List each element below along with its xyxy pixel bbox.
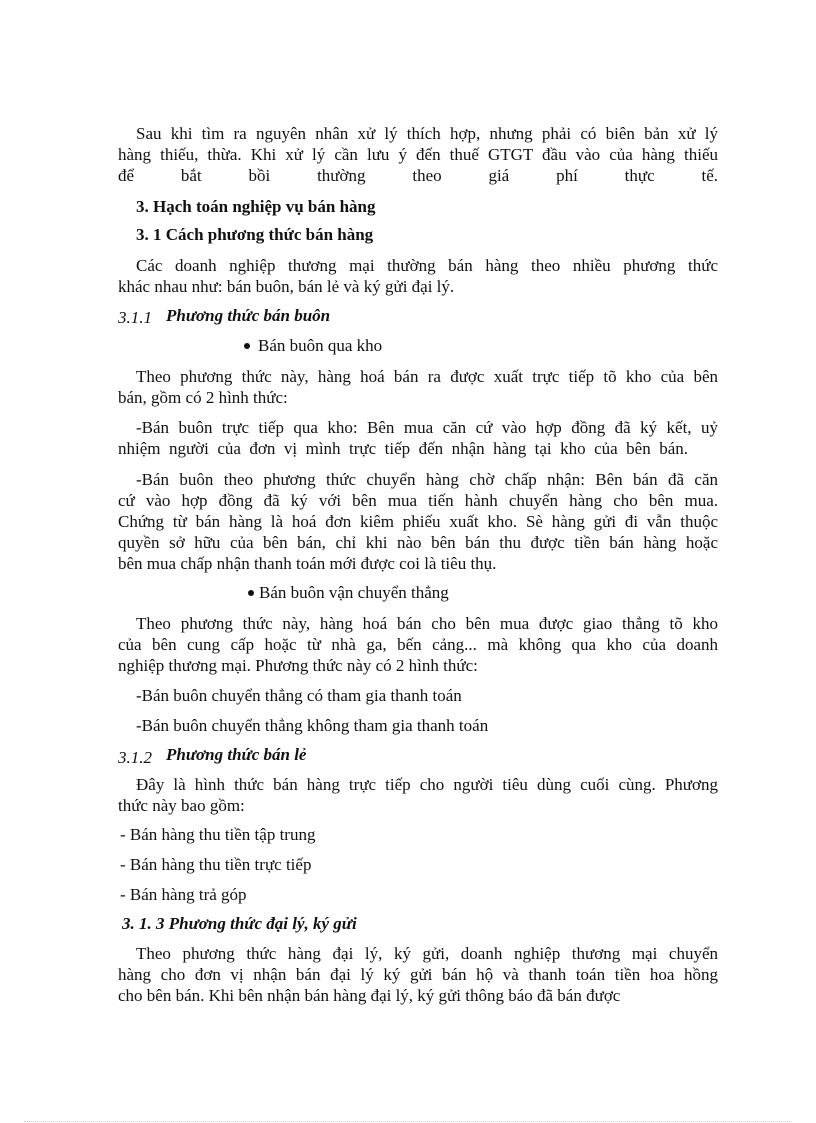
paragraph-line: cho bên bán. Khi bên nhận bán hàng đại lý, ký gửi thông báo đã bán được — [118, 986, 621, 1005]
paragraph-line: hàng thiếu, thừa. Khi xử lý cần lưu ý đến thuế GTGT đầu vào của hàng thiếu — [118, 145, 718, 164]
paragraph-line: thức này bao gồm: — [118, 796, 245, 815]
page-bottom-rule — [24, 1121, 792, 1122]
paragraph-line: -Bán buôn trực tiếp qua kho: Bên mua căn cứ vào hợp đồng đã ký kết, uỷ — [136, 418, 718, 437]
paragraph-line: Sau khi tìm ra nguyên nhân xử lý thích hợp, nhưng phải có biên bản xử lý — [136, 124, 718, 143]
paragraph-line: nghiệp thương mại. Phương thức này có 2 hình thức: — [118, 656, 478, 675]
list-item: -Bán buôn chuyển thẳng có tham gia thanh toán — [136, 686, 462, 705]
list-item: -Bán buôn chuyển thẳng không tham gia thanh toán — [136, 716, 489, 735]
paragraph-line: Theo phương thức hàng đại lý, ký gửi, doanh nghiệp thương mại chuyển — [136, 944, 718, 963]
subsection-heading: 3. 1 Cách phương thức bán hàng — [136, 225, 374, 244]
section-title: Phương thức bán buôn — [166, 306, 331, 325]
section-title: 3. 1. 3 Phương thức đại lý, ký gửi — [122, 914, 357, 933]
section-number: 3.1.1 — [118, 308, 152, 327]
paragraph-line: cứ vào hợp đồng đã ký với bên mua tiến hành chuyển hàng cho bên mua. — [118, 491, 718, 510]
list-item: - Bán hàng thu tiền tập trung — [120, 825, 316, 844]
paragraph-line: Theo phương thức này, hàng hoá bán cho bên mua được giao thẳng tõ kho — [136, 614, 718, 633]
list-item: - Bán hàng thu tiền trực tiếp — [120, 855, 312, 874]
list-item: - Bán hàng trả góp — [120, 885, 247, 904]
paragraph-line: -Bán buôn theo phương thức chuyển hàng chờ chấp nhận: Bên bán đã căn — [136, 470, 718, 489]
section-heading: 3. Hạch toán nghiệp vụ bán hàng — [136, 197, 376, 216]
paragraph-line: khác nhau như: bán buôn, bán lẻ và ký gửi đại lý. — [118, 277, 455, 296]
paragraph-line: Các doanh nghiệp thương mại thường bán hàng theo nhiều phương thức — [136, 256, 718, 275]
section-title: Phương thức bán lẻ — [166, 745, 307, 764]
paragraph-line: Đây là hình thức bán hàng trực tiếp cho người tiêu dùng cuối cùng. Phương — [136, 775, 718, 794]
paragraph-line: quyền sở hữu của bên bán, chỉ khi nào bên bán thu được tiền bán hàng hoặc — [118, 533, 718, 552]
bullet-item: Bán buôn vận chuyển thẳng — [259, 583, 449, 602]
bullet-icon — [244, 343, 250, 349]
section-number: 3.1.2 — [118, 748, 152, 767]
paragraph-line: bên mua chấp nhận thanh toán mới được coi là tiêu thụ. — [118, 554, 497, 573]
paragraph-line: Theo phương thức này, hàng hoá bán ra được xuất trực tiếp tõ kho của bên — [136, 367, 718, 386]
paragraph-line: của bên cung cấp hoặc từ nhà ga, bến cảng... mà không qua kho của doanh — [118, 635, 718, 654]
paragraph-line: bán, gồm có 2 hình thức: — [118, 388, 288, 407]
paragraph-line: Chứng từ bán hàng là hoá đơn kiêm phiếu xuất kho. Sè hàng gửi đi vẫn thuộc — [118, 512, 718, 531]
bullet-item: Bán buôn qua kho — [258, 336, 383, 355]
paragraph-line: nhiệm người của đơn vị mình trực tiếp đến nhận hàng tại kho của bên bán. — [118, 439, 688, 458]
bullet-icon — [248, 590, 254, 596]
paragraph-line: hàng cho đơn vị nhận bán đại lý ký gửi bán hộ và thanh toán tiền hoa hồng — [118, 965, 718, 984]
paragraph-line: để bắt bồi thường theo giá phí thực tế. — [118, 166, 718, 185]
